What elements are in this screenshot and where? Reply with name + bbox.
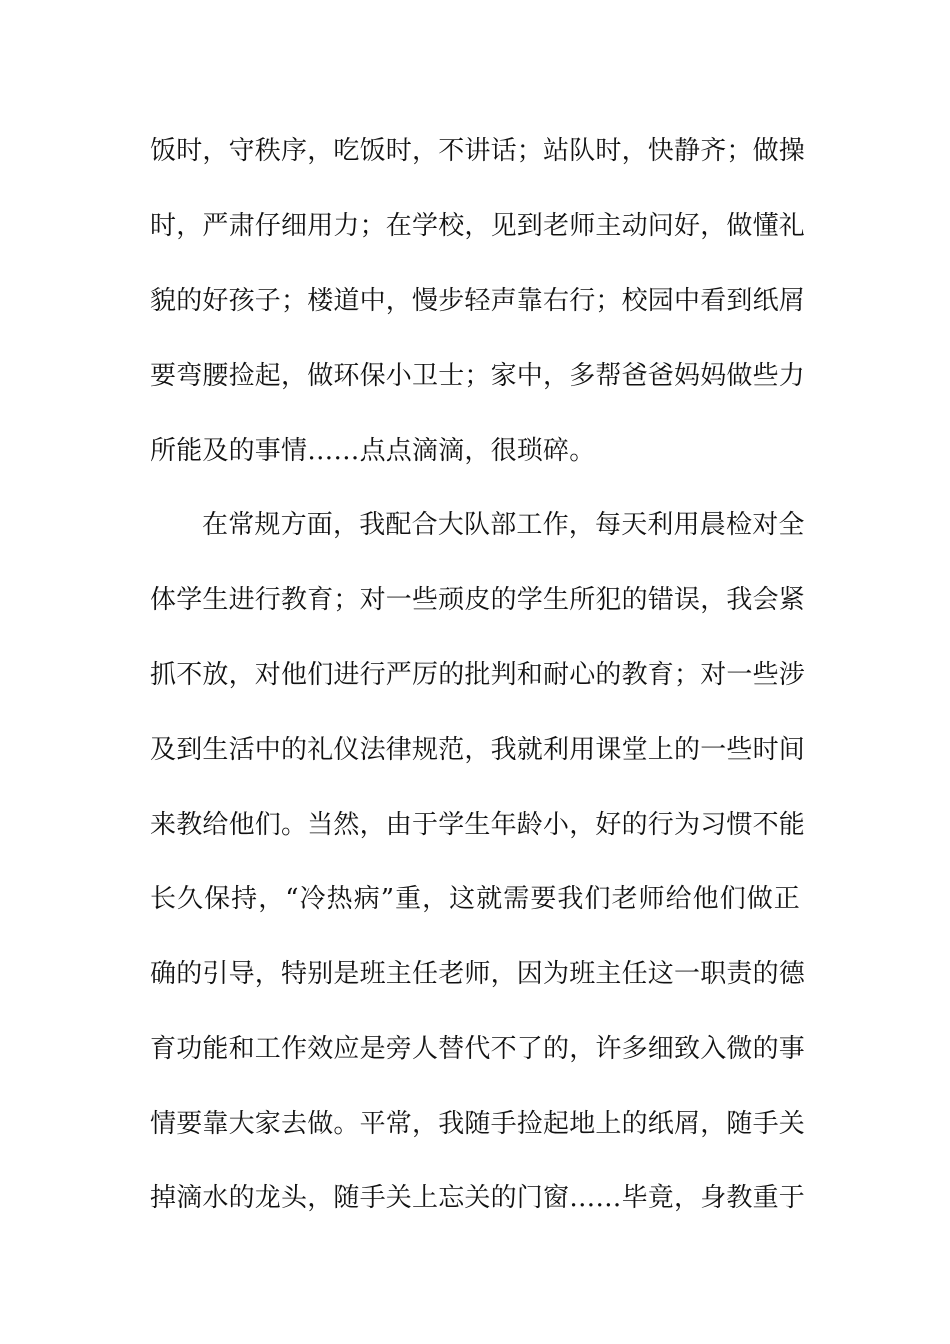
text-line: 饭时，守秩序，吃饭时，不讲话；站队时，快静齐；做操 [150,136,806,166]
text-line: 要弯腰捡起，做环保小卫士；家中，多帮爸爸妈妈做些力 [150,361,806,391]
text-line: 来教给他们。当然，由于学生年龄小，好的行为习惯不能 [150,810,806,840]
text-line: 育功能和工作效应是旁人替代不了的，许多细致入微的事 [150,1034,806,1064]
text-line: 在常规方面，我配合大队部工作，每天利用晨检对全 [202,510,805,540]
text-line: 长久保持，“冷热病”重，这就需要我们老师给他们做正 [150,884,800,914]
text-line: 所能及的事情……点点滴滴，很琐碎。 [150,436,596,466]
text-line: 抓不放，对他们进行严厉的批判和耐心的教育；对一些涉 [150,660,806,690]
text-line: 貌的好孩子；楼道中，慢步轻声靠右行；校园中看到纸屑 [150,286,806,316]
text-line: 确的引导，特别是班主任老师，因为班主任这一职责的德 [150,959,806,989]
text-line: 及到生活中的礼仪法律规范，我就利用课堂上的一些时间 [150,735,806,765]
text-line: 时，严肃仔细用力；在学校，见到老师主动问好，做懂礼 [150,211,806,241]
text-line: 掉滴水的龙头，随手关上忘关的门窗……毕竟，身教重于 [150,1183,806,1213]
text-line: 情要靠大家去做。平常，我随手捡起地上的纸屑，随手关 [150,1109,806,1139]
text-line: 体学生进行教育；对一些顽皮的学生所犯的错误，我会紧 [150,585,806,615]
